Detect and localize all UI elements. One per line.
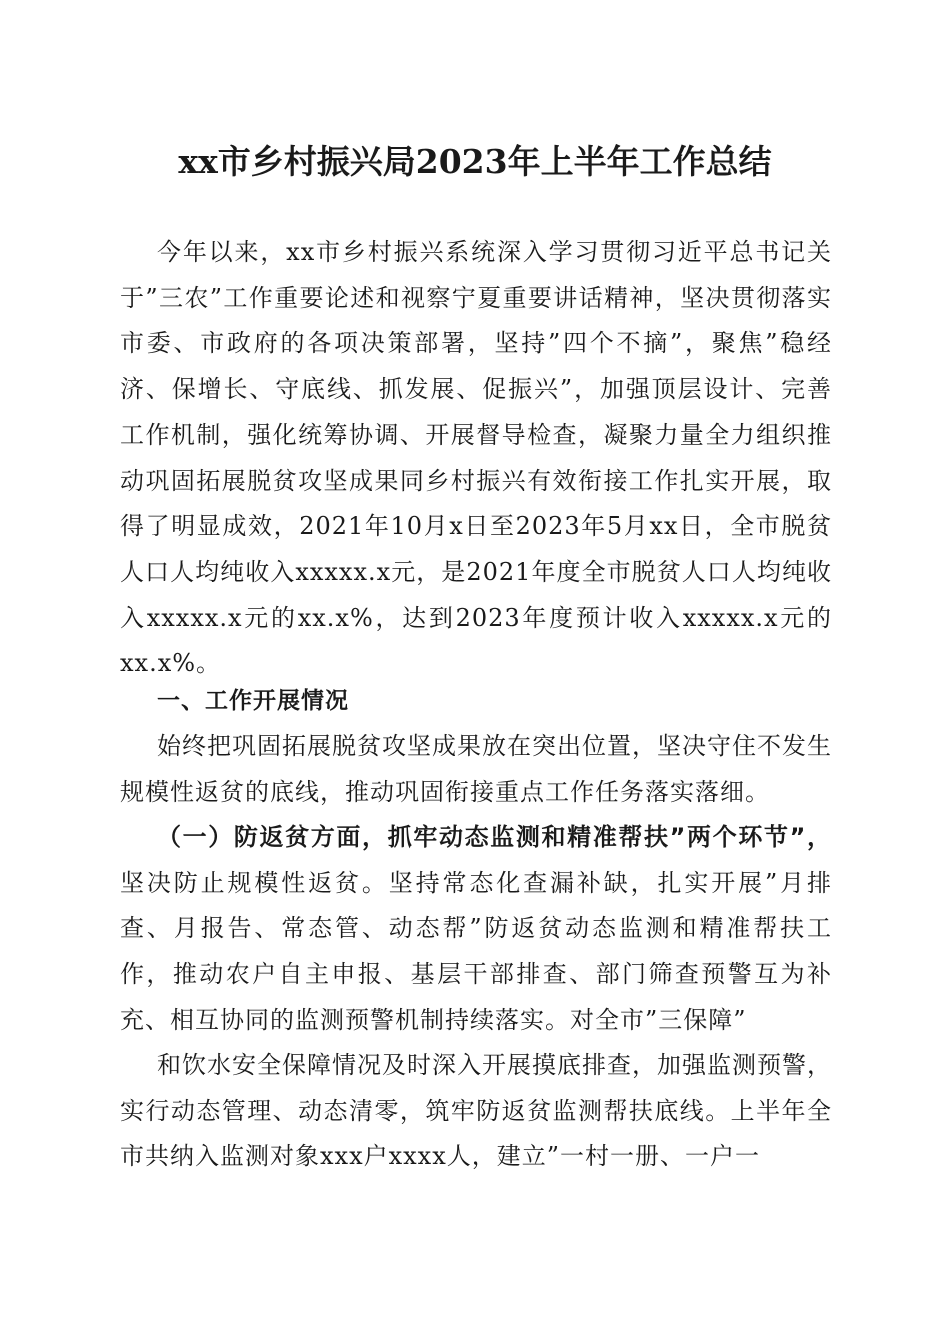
continuation-paragraph: 和饮水安全保障情况及时深入开展摸底排查，加强监测预警，实行动态管理、动态清零，筑牢防返贫监测帮扶底线。上半年全市共纳入监测对象xxx户xxxx人，建立”一村一册、一户一 (120, 1051, 832, 1171)
section-1-paragraph: 始终把巩固拓展脱贫攻坚成果放在突出位置，坚决守住不发生规模性返贫的底线，推动巩固衔接重点工作任务落实落细。 (120, 732, 832, 806)
subsection-1-lead-text: （一）防返贫方面，抓牢动态监测和精准帮扶”两个环节”， (157, 823, 832, 851)
document-title: xx市乡村振兴局2023年上半年工作总结 (178, 142, 772, 181)
intro-paragraph: 今年以来，xx市乡村振兴系统深入学习贯彻习近平总书记关于”三农”工作重要论述和视察宁夏重要讲话精神，坚决贯彻落实市委、市政府的各项决策部署，坚持”四个不摘”，聚焦”稳经济、保增长、守底线、抓发展、促振兴”，加强顶层设计、完善工作机制，强化统筹协调、开展督导检查，凝聚力量全力组织推动巩固拓展脱贫攻坚成果同乡村振兴有效衔接工作扎实开展，取得了明显成效，2021年10月x日至2023年5月xx日，全市脱贫人口人均纯收入xxxxx.x元，是2021年度全市脱贫人口人均纯收入xxxxx.x元的xx.x%，达到2023年度预计收入xxxxx.x元的xx.x%。 (120, 238, 832, 678)
subsection-1-body-text: 坚决防止规模性返贫。坚持常态化查漏补缺，扎实开展”月排查、月报告、常态管、动态帮”防返贫动态监测和精准帮扶工作，推动农户自主申报、基层干部排查、部门筛查预警互为补充、相互协同的监测预警机制持续落实。对全市”三保障” (120, 868, 832, 1034)
section-heading-work-progress: 一、工作开展情况 (157, 688, 349, 714)
subsection-1-paragraph (120, 815, 832, 1044)
